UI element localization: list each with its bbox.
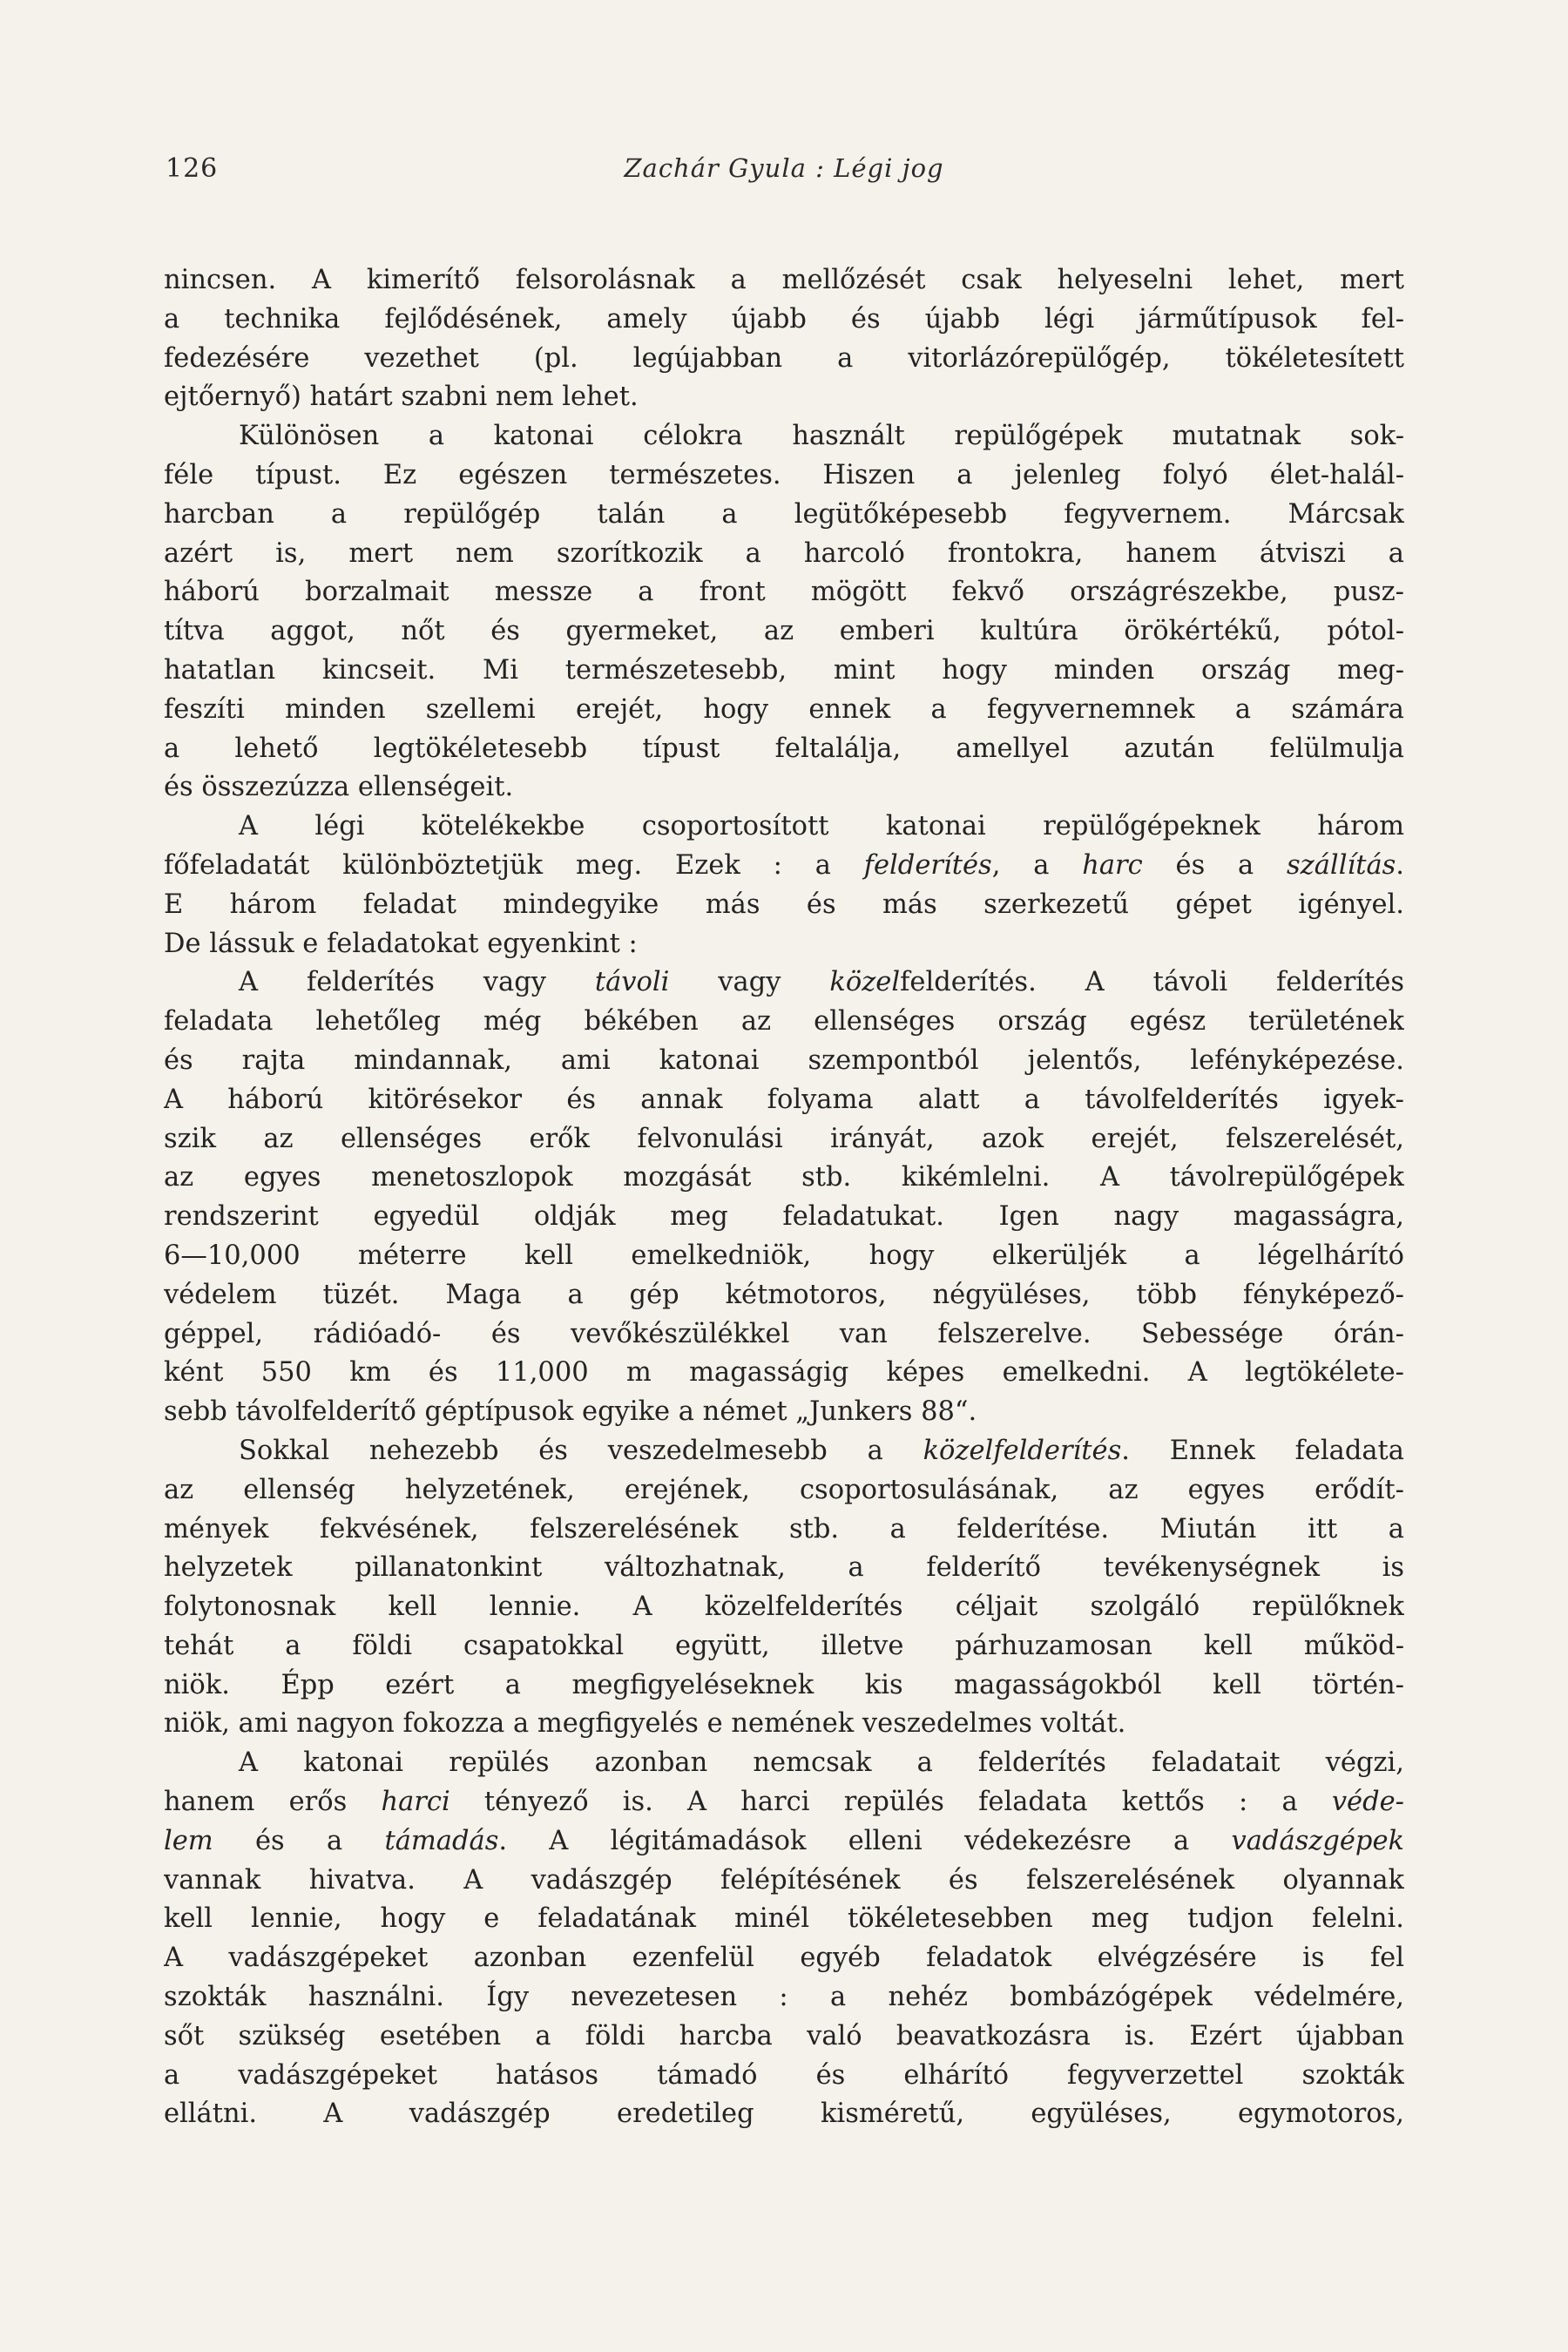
text-segment: mények fekvésének, felszerelésének stb. a felderítése. Miután itt a <box>164 1513 1404 1544</box>
text-segment: védelem tüzét. Maga a gép kétmotoros, négyüléses, több fényképező- <box>164 1279 1404 1310</box>
text-line <box>164 1666 1404 1706</box>
text-line <box>164 2017 1404 2057</box>
text-segment: . Ennek feladata <box>1121 1435 1404 1466</box>
italic-term: vadászgépek <box>1231 1825 1404 1856</box>
text-line <box>164 301 1404 340</box>
text-line <box>164 1471 1404 1511</box>
text-segment: De lássuk e feladatokat egyenkint : <box>164 928 638 959</box>
text-line <box>164 2057 1404 2096</box>
text-segment: hatatlan kincseit. Mi természetesebb, mint hogy minden ország meg- <box>164 654 1404 686</box>
text-line <box>164 1198 1404 1237</box>
text-segment: Különösen a katonai célokra használt repülőgépek mutatnak sok- <box>239 421 1404 452</box>
text-line <box>164 573 1404 612</box>
text-segment: folytonosnak kell lennie. A közelfelderítés céljait szolgáló repülőknek <box>164 1592 1404 1623</box>
text-segment: . A légitámadások elleni védekezésre a <box>498 1825 1232 1856</box>
text-segment: háború borzalmait messze a front mögött fekvő országrészekbe, pusz- <box>164 577 1404 608</box>
text-line <box>164 886 1404 925</box>
text-line <box>164 963 1404 1003</box>
text-line <box>164 1627 1404 1666</box>
text-segment: . <box>1396 849 1404 881</box>
text-line <box>164 417 1404 456</box>
text-line <box>164 1939 1404 1978</box>
text-segment: kell lennie, hogy e feladatának minél tökéletesebben meg tudjon felelni. <box>164 1903 1404 1935</box>
text-line <box>164 1588 1404 1627</box>
text-segment: féle típust. Ez egészen természetes. Hiszen a jelenleg folyó élet-halál- <box>164 459 1404 490</box>
text-line <box>164 652 1404 691</box>
italic-term: közelfelderítés <box>923 1435 1122 1466</box>
text-line <box>164 535 1404 574</box>
italic-term: közel <box>829 967 901 998</box>
text-line <box>164 1822 1404 1862</box>
text-segment: hanem erős <box>164 1787 382 1818</box>
page-number: 126 <box>166 153 219 184</box>
text-line <box>164 1511 1404 1550</box>
text-segment: tehát a földi csapatokkal együtt, illetve párhuzamosan kell működ- <box>164 1630 1404 1661</box>
text-line <box>164 1354 1404 1393</box>
text-line <box>164 925 1404 964</box>
text-segment: és a <box>213 1825 385 1856</box>
text-segment: és a <box>1142 849 1288 881</box>
italic-term: támadás <box>384 1825 499 1856</box>
text-segment: a technika fejlődésének, amely újabb és újabb légi járműtípusok fel- <box>164 303 1404 335</box>
text-segment: E három feladat mindegyike más és más szerkezetű gépet igényel. <box>164 889 1404 920</box>
text-segment: az egyes menetoszlopok mozgását stb. kikémlelni. A távolrepülőgépek <box>164 1162 1404 1193</box>
text-segment: niök, ami nagyon fokozza a megfigyelés e nemének veszedelmes voltát. <box>164 1708 1126 1740</box>
page-header <box>166 148 1402 200</box>
italic-term: lem <box>164 1825 213 1856</box>
italic-term: harci <box>381 1787 450 1818</box>
text-segment: tényező is. A harci repülés feladata kettős : a <box>449 1787 1332 1818</box>
text-line <box>164 1042 1404 1081</box>
text-segment: sebb távolfelderítő géptípusok egyike a német „Junkers 88“. <box>164 1396 977 1428</box>
text-line <box>164 1432 1404 1471</box>
text-segment: és összezúzza ellenségeit. <box>164 772 514 803</box>
text-segment: ellátni. A vadászgép eredetileg kisméretű, együléses, egymotoros, <box>164 2099 1404 2130</box>
italic-term: szállítás <box>1287 849 1396 881</box>
text-line <box>164 496 1404 535</box>
text-segment: vagy <box>669 967 830 998</box>
text-line <box>164 1744 1404 1783</box>
text-segment: a lehető legtökéletesebb típust feltalálja, amellyel azután felülmulja <box>164 733 1404 764</box>
text-line <box>164 612 1404 652</box>
text-segment: rendszerint egyedül oldják meg feladatukat. Igen nagy magasságra, <box>164 1201 1404 1233</box>
text-segment: Sokkal nehezebb és veszedelmesebb a <box>239 1435 923 1466</box>
text-segment: főfeladatát különböztetjük meg. Ezek : a <box>164 849 864 881</box>
text-line <box>164 1393 1404 1432</box>
text-line <box>164 1862 1404 1901</box>
text-segment: vannak hivatva. A vadászgép felépítésének és felszerelésének olyannak <box>164 1864 1404 1896</box>
text-line <box>164 1900 1404 1939</box>
italic-term: harc <box>1082 849 1143 881</box>
text-line <box>164 1783 1404 1822</box>
text-segment: A vadászgépeket azonban ezenfelül egyéb feladatok elvégzésére is fel <box>164 1943 1404 1974</box>
text-line <box>164 340 1404 379</box>
text-line <box>164 1705 1404 1744</box>
italic-term: felderítés <box>863 849 992 881</box>
text-segment: A háború kitörésekor és annak folyama alatt a távolfelderítés igyek- <box>164 1084 1404 1115</box>
text-segment: szokták használni. Így nevezetesen : a nehéz bombázógépek védelmére, <box>164 1982 1404 2013</box>
text-line <box>164 1549 1404 1588</box>
body-text <box>164 261 1404 2134</box>
text-line <box>164 1003 1404 1042</box>
text-line <box>164 1276 1404 1315</box>
text-segment: nincsen. A kimerítő felsorolásnak a mellőzését csak helyeselni lehet, mert <box>164 265 1404 295</box>
text-line <box>164 378 1404 417</box>
text-segment: A légi kötelékekbe csoportosított katonai repülőgépeknek három <box>239 811 1404 842</box>
text-line <box>164 261 1404 301</box>
text-segment: A felderítés vagy <box>239 967 595 998</box>
text-segment: fedezésére vezethet (pl. legújabban a vitorlázórepülőgép, tökéletesített <box>164 342 1404 374</box>
text-segment: 6—10,000 méterre kell emelkedniök, hogy elkerüljék a légelhárító <box>164 1240 1404 1271</box>
text-segment: ként 550 km és 11,000 m magasságig képes emelkedni. A legtökélete- <box>164 1357 1404 1389</box>
text-segment: feszíti minden szellemi erejét, hogy ennek a fegyvernemnek a számára <box>164 693 1404 725</box>
text-segment: szik az ellenséges erők felvonulási irányát, azok erejét, felszerelését, <box>164 1123 1404 1154</box>
text-line <box>164 1315 1404 1355</box>
text-segment: ejtőernyő) határt szabni nem lehet. <box>164 382 639 413</box>
text-line <box>164 1978 1404 2017</box>
text-segment: sőt szükség esetében a földi harcba való beavatkozásra is. Ezért újabban <box>164 2020 1404 2051</box>
text-segment: azért is, mert nem szorítkozik a harcoló frontokra, hanem átviszi a <box>164 537 1404 569</box>
text-segment: a vadászgépeket hatásos támadó és elhárító fegyverzettel szokták <box>164 2059 1404 2091</box>
text-line <box>164 730 1404 769</box>
text-line <box>164 1237 1404 1276</box>
text-segment: felderítés. A távoli felderítés <box>900 967 1404 998</box>
text-segment: A katonai repülés azonban nemcsak a felderítés feladatait végzi, <box>239 1747 1404 1779</box>
text-line <box>164 1159 1404 1198</box>
text-line <box>164 1120 1404 1159</box>
text-segment: géppel, rádióadó- és vevőkészülékkel van felszerelve. Sebessége órán- <box>164 1318 1404 1349</box>
text-line <box>164 2095 1404 2134</box>
text-line <box>164 1081 1404 1120</box>
text-line <box>164 847 1404 886</box>
text-line <box>164 456 1404 496</box>
text-line <box>164 808 1404 847</box>
italic-term: véde- <box>1331 1787 1404 1818</box>
text-segment: , a <box>991 849 1083 881</box>
text-segment: az ellenség helyzetének, erejének, csoportosulásának, az egyes erődít- <box>164 1474 1404 1505</box>
italic-term: távoli <box>594 967 670 998</box>
text-segment: harcban a repülőgép talán a legütőképesebb fegyvernem. Márcsak <box>164 498 1404 530</box>
text-line <box>164 768 1404 808</box>
running-title: Zachár Gyula : Légi jog <box>624 153 944 183</box>
text-segment: feladata lehetőleg még békében az ellenséges ország egész területének <box>164 1006 1404 1037</box>
text-segment: és rajta mindannak, ami katonai szempontból jelentős, lefényképezése. <box>164 1044 1404 1076</box>
text-line <box>164 691 1404 730</box>
text-segment: títva aggot, nőt és gyermeket, az emberi kultúra örökértékű, pótol- <box>164 616 1404 647</box>
text-segment: niök. Épp ezért a megfigyeléseknek kis magasságokból kell történ- <box>164 1669 1404 1700</box>
text-segment: helyzetek pillanatonkint változhatnak, a felderítő tevékenységnek is <box>164 1552 1404 1584</box>
